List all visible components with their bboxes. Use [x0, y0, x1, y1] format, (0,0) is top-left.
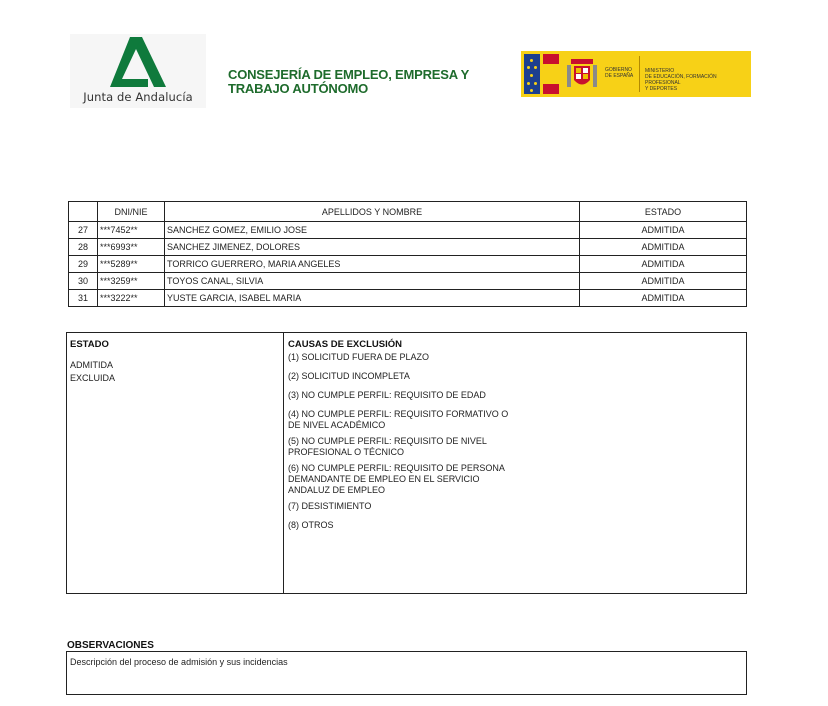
- row-estado: ADMITIDA: [580, 273, 747, 290]
- legend-box: [66, 332, 747, 594]
- row-number: 28: [69, 239, 98, 256]
- column-header-dni: DNI/NIE: [98, 202, 165, 222]
- causa-item-1: (1) SOLICITUD FUERA DE PLAZO: [288, 352, 430, 362]
- candidates-table: [68, 201, 747, 307]
- causa-item-8: (8) OTROS: [288, 520, 334, 530]
- ministerio-text: MINISTERIO DE EDUCACIÓN, FORMACIÓN PROFESIONAL Y DEPORTES: [645, 68, 717, 92]
- table-row: [69, 239, 747, 256]
- row-number: 27: [69, 222, 98, 239]
- spain-flag-red-top: [543, 54, 559, 64]
- row-estado: ADMITIDA: [580, 256, 747, 273]
- row-name: TOYOS CANAL, SILVIA: [165, 273, 580, 290]
- causa-item-6: (6) NO CUMPLE PERFIL: REQUISITO DE PERSONA DEMANDANTE DE EMPLEO EN EL SERVICIO ANDALUZ DE EMPLEO: [288, 463, 505, 495]
- causas-title: CAUSAS DE EXCLUSIÓN: [288, 339, 403, 350]
- causa-item-2: (2) SOLICITUD INCOMPLETA: [288, 371, 410, 381]
- title-line-1: CONSEJERÍA DE EMPLEO, EMPRESA Y: [228, 67, 470, 82]
- eu-flag-icon: [524, 54, 540, 94]
- junta-andalucia-logo: [70, 34, 206, 108]
- table-header-row: [69, 202, 747, 222]
- row-dni: ***6993**: [98, 239, 165, 256]
- row-number: 31: [69, 290, 98, 307]
- junta-andalucia-name: Junta de Andalucía: [83, 90, 193, 104]
- row-dni: ***3259**: [98, 273, 165, 290]
- observaciones-title: OBSERVACIONES: [67, 640, 154, 651]
- gobierno-text: GOBIERNO DE ESPAÑA: [605, 67, 634, 79]
- row-number: 30: [69, 273, 98, 290]
- logo-separator: [639, 56, 640, 92]
- spain-flag-red-bottom: [543, 84, 559, 94]
- gobierno-espana-logo: [521, 51, 751, 97]
- column-header-number: [69, 202, 98, 222]
- row-estado: ADMITIDA: [580, 222, 747, 239]
- column-header-estado: ESTADO: [580, 202, 747, 222]
- coat-of-arms-icon: [567, 57, 597, 91]
- causa-item-3: (3) NO CUMPLE PERFIL: REQUISITO DE EDAD: [288, 390, 486, 400]
- table-row: [69, 222, 747, 239]
- row-name: SANCHEZ JIMENEZ, DOLORES: [165, 239, 580, 256]
- causa-item-7: (7) DESISTIMIENTO: [288, 501, 372, 511]
- row-name: SANCHEZ GOMEZ, EMILIO JOSE: [165, 222, 580, 239]
- table-row: [69, 290, 747, 307]
- row-estado: ADMITIDA: [580, 290, 747, 307]
- row-name: TORRICO GUERRERO, MARIA ANGELES: [165, 256, 580, 273]
- table-row: [69, 273, 747, 290]
- junta-andalucia-a-icon: [108, 37, 168, 89]
- row-dni: ***3222**: [98, 290, 165, 307]
- causa-item-5: (5) NO CUMPLE PERFIL: REQUISITO DE NIVEL PROFESIONAL O TÉCNICO: [288, 436, 487, 457]
- column-header-name: APELLIDOS Y NOMBRE: [165, 202, 580, 222]
- row-name: YUSTE GARCIA, ISABEL MARIA: [165, 290, 580, 307]
- observaciones-box: [66, 651, 747, 695]
- estado-item-excluida: EXCLUIDA: [70, 373, 116, 383]
- row-number: 29: [69, 256, 98, 273]
- legend-divider: [283, 333, 284, 593]
- page-title: [228, 68, 469, 96]
- title-line-2: TRABAJO AUTÓNOMO: [228, 81, 369, 96]
- estado-title: ESTADO: [70, 339, 109, 350]
- causa-item-4: (4) NO CUMPLE PERFIL: REQUISITO FORMATIVO O DE NIVEL ACADÉMICO: [288, 409, 509, 430]
- row-estado: ADMITIDA: [580, 239, 747, 256]
- observaciones-text: Descripción del proceso de admisión y sus incidencias: [70, 657, 288, 667]
- table-row: [69, 256, 747, 273]
- row-dni: ***5289**: [98, 256, 165, 273]
- estado-item-admitida: ADMITIDA: [70, 360, 114, 370]
- row-dni: ***7452**: [98, 222, 165, 239]
